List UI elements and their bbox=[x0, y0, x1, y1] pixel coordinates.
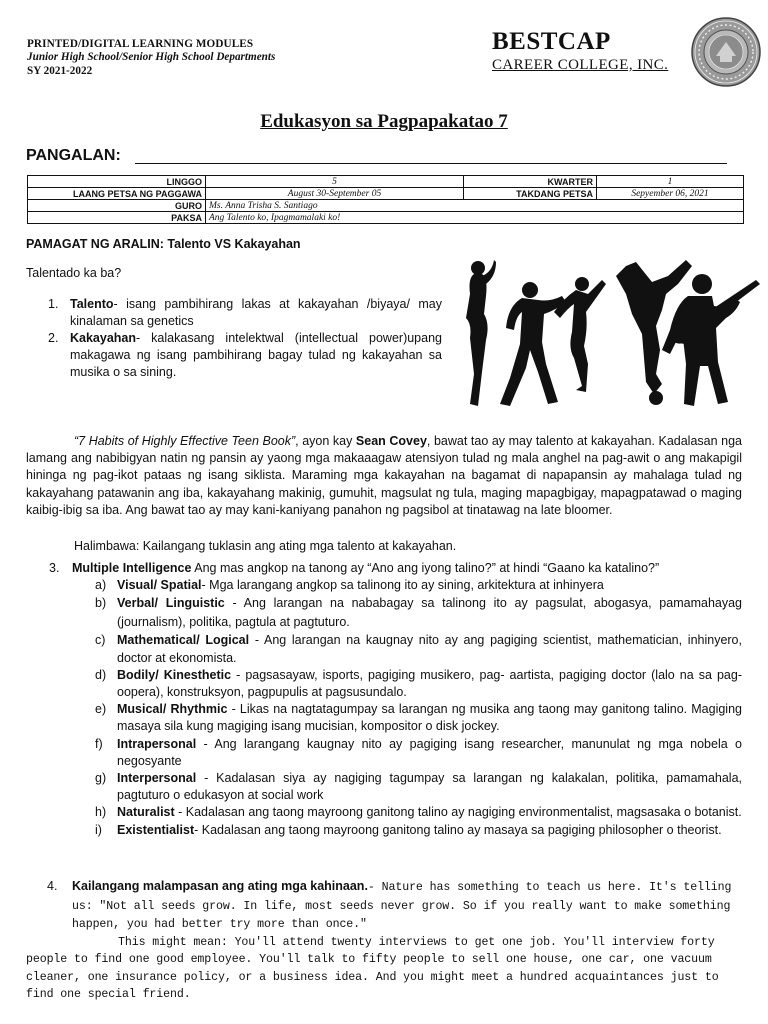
intelligence-item bbox=[26, 822, 742, 839]
lesson-title: PAMAGAT NG ARALIN: Talento VS Kakayahan bbox=[26, 237, 301, 251]
module-header-line2: Junior High School/Senior High School Departments bbox=[27, 51, 276, 64]
intelligence-item bbox=[26, 736, 742, 770]
week-value: 5 bbox=[206, 176, 464, 188]
author-name: Sean Covey bbox=[355, 434, 427, 448]
quarter-value: 1 bbox=[597, 176, 744, 188]
work-date-label: LAANG PETSA NG PAGGAWA bbox=[28, 188, 206, 200]
due-date-value: Sepyember 06, 2021 bbox=[597, 188, 744, 200]
week-label: LINGGO bbox=[28, 176, 206, 188]
list-number: 4. bbox=[47, 879, 58, 893]
intelligence-item bbox=[26, 594, 742, 632]
list-letter: d) bbox=[95, 667, 107, 682]
list-letter: i) bbox=[95, 822, 102, 837]
school-seal-logo bbox=[690, 16, 762, 88]
due-date-label: TAKDANG PETSA bbox=[464, 188, 597, 200]
table-row bbox=[28, 212, 744, 224]
list-number: 2. bbox=[48, 331, 59, 345]
definition: - Likas na nagtatagumpay sa larangan ng musika ang taong may ganitong talino. Magiging masaya sila kung magiging isang mucisian, kompositor o disk jockey. bbox=[117, 702, 742, 734]
teacher-value: Ms. Anna Trisha S. Santiago bbox=[206, 200, 744, 212]
document-title: Edukasyon sa Pagpapakatao 7 bbox=[260, 111, 508, 132]
definition: Ang mas angkop na tanong ay “Ano ang iyong talino?” at hindi “Gaano ka katalino?” bbox=[191, 561, 660, 575]
teacher-label: GURO bbox=[28, 200, 206, 212]
list-item bbox=[26, 330, 442, 381]
definition: - Ang larangan na kaugnay nito ay ang pagiging scientist, mathematician, inhinyero, doctor at ekonomista. bbox=[117, 633, 742, 665]
term: Multiple Intelligence bbox=[72, 561, 192, 575]
term: Mathematical/ Logical bbox=[117, 633, 250, 648]
intelligence-item bbox=[26, 804, 742, 821]
school-name: BESTCAP bbox=[492, 28, 611, 55]
term: Naturalist bbox=[117, 805, 175, 820]
list-letter: b) bbox=[95, 596, 107, 611]
list-letter: e) bbox=[95, 702, 107, 717]
module-header-line1: PRINTED/DIGITAL LEARNING MODULES bbox=[27, 38, 254, 50]
school-subtitle: CAREER COLLEGE, INC. bbox=[492, 57, 669, 73]
text-fragment: , bawat tao ay may talento at kakayahan. Kadalasan nga lamang ang nabibigyan natin ng pansin ay yaong mga makaaagaw atensiyon tulad ng mala anghel na pag-awit o ang makapigil hininga ng pag-ikot pataas ng isang siklista. Maraming mga kakayahan na bagamat di napapansin ay mahalaga tulad ng kakayahang patawanin ang iba, kakayahang makinig, gumuhit, magsulat ng tula, maging mapagbigay, mapagpatawad o maging kaibig-ibig sa iba. Ang bawat tao ay may kani-kaniyang panahon ng pagsibol at tinatawag na late bloomer. bbox=[26, 434, 742, 517]
definition: - Mga larangang angkop sa talinong ito ay sining, arkitektura at inhinyera bbox=[201, 578, 604, 593]
topic-value: Ang Talento ko, Ipagmamalaki ko! bbox=[206, 212, 744, 224]
school-brand bbox=[492, 28, 668, 74]
list-letter: f) bbox=[95, 736, 103, 751]
multiple-intelligence-section bbox=[26, 560, 742, 839]
covey-paragraph bbox=[26, 433, 742, 519]
term: Musical/ Rhythmic bbox=[117, 702, 228, 717]
table-row bbox=[28, 188, 744, 200]
term: Kakayahan bbox=[70, 331, 137, 345]
definition: - Kadalasan siya ay nagiging tagumpay sa larangan ng kalakalan, politika, pamamahala, pagtuturo o edukasyon at social work bbox=[117, 771, 742, 803]
term: Existentialist bbox=[117, 822, 195, 837]
term: Bodily/ Kinesthetic bbox=[117, 667, 232, 682]
module-header-line3: SY 2021-2022 bbox=[27, 64, 93, 77]
example-line: Halimbawa: Kailangang tuklasin ang ating mga talento at kakayahan. bbox=[74, 539, 457, 553]
definition-list bbox=[26, 296, 442, 381]
explanation-paragraph: This might mean: You'll attend twenty interviews to get one job. You'll interview forty people to find one good employee. You'll talk to fifty people to sell one house, one car, one vacuum cleaner, one insurance policy, or a business idea. And you might meet a hundred acquaintances just to find one special friend. bbox=[26, 935, 719, 1001]
table-row bbox=[28, 200, 744, 212]
intro-question: Talentado ka ba? bbox=[26, 266, 122, 280]
list-item bbox=[26, 560, 742, 577]
table-row bbox=[28, 176, 744, 188]
talent-silhouettes-image bbox=[456, 254, 760, 414]
term: Talento bbox=[70, 297, 114, 311]
list-letter: a) bbox=[95, 578, 107, 593]
list-letter: c) bbox=[95, 633, 106, 648]
intelligence-item bbox=[26, 632, 742, 666]
definition: - Ang larangan na nababagay sa talinong ito ay pagsulat, abogasya, pamamahayag (journalism), politika, pagtula at pagtuturo. bbox=[117, 596, 743, 630]
quote-text: - Nature has something to teach us here. It's telling us: "Not all seeds grow. In life, most seeds never grow. So if you really want to make something happen, you had better try more than once." bbox=[72, 881, 732, 931]
intelligence-item bbox=[26, 701, 742, 735]
weakness-section bbox=[26, 878, 742, 1004]
list-letter: g) bbox=[95, 771, 107, 786]
definition: - pagsasayaw, isports, pagiging musikero, pag- aartista, pagiging doctor (lalo na sa pag-oopera), konstruksyon, pagpupulis at pagsusundalo. bbox=[117, 667, 742, 700]
list-number: 3. bbox=[49, 561, 60, 575]
term: Intrapersonal bbox=[117, 736, 197, 751]
name-blank-line[interactable] bbox=[135, 163, 727, 164]
text-fragment: , ayon kay bbox=[295, 434, 356, 448]
definition: - kalakasang intelektwal (intellectual power)upang makagawa ng isang pambihirang bagay tulad ng kakayahan sa musika o sa sining. bbox=[70, 331, 442, 379]
quarter-label: KWARTER bbox=[464, 176, 597, 188]
definition: - isang pambihirang lakas at kakayahan /biyaya/ may kinalaman sa genetics bbox=[70, 297, 442, 328]
list-item bbox=[26, 878, 742, 934]
list-item bbox=[26, 296, 442, 330]
list-number: 1. bbox=[48, 297, 59, 311]
term: Visual/ Spatial bbox=[117, 578, 202, 593]
intelligence-item bbox=[26, 770, 742, 804]
intelligence-item bbox=[26, 577, 742, 594]
list-letter: h) bbox=[95, 805, 107, 820]
term: Verbal/ Linguistic bbox=[117, 596, 225, 611]
term: Interpersonal bbox=[117, 771, 197, 786]
work-date-value: August 30-September 05 bbox=[206, 188, 464, 200]
topic-label: PAKSA bbox=[28, 212, 206, 224]
term: Kailangang malampasan ang ating mga kahinaan. bbox=[72, 879, 368, 893]
module-info-table bbox=[27, 175, 744, 224]
module-header bbox=[27, 38, 275, 78]
intelligence-item bbox=[26, 667, 742, 701]
definition: - Ang larangang kaugnay nito ay pagiging isang researcher, manunulat ng mga nobela o negosyante bbox=[117, 736, 742, 768]
name-label: PANGALAN: bbox=[26, 147, 121, 164]
definition: - Kadalasan ang taong mayroong ganitong talino ay masaya sa pagiging philosopher o theorist. bbox=[194, 822, 722, 837]
definition: - Kadalasan ang taong mayroong ganitong talino ay nagiging environmentalist, magsasaka o botanist. bbox=[174, 805, 742, 820]
book-title: “7 Habits of Highly Effective Teen Book” bbox=[74, 434, 296, 448]
